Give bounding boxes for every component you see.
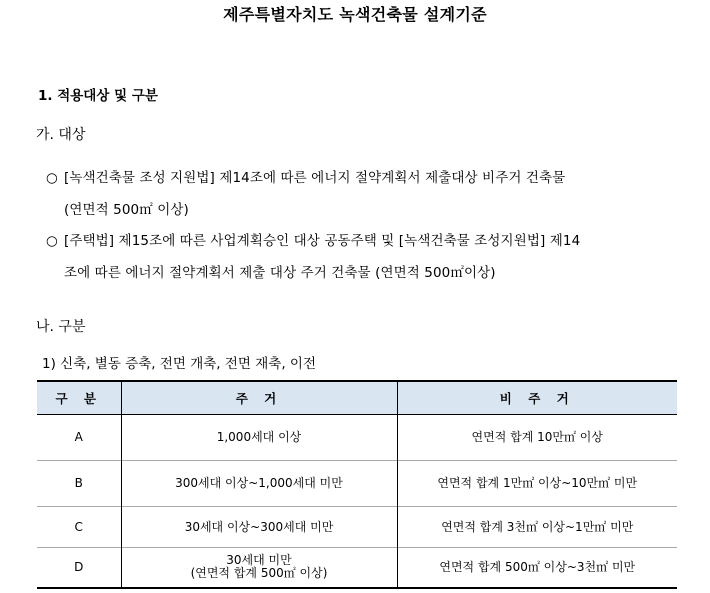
residential-text: 30세대 미만 — [226, 553, 292, 568]
table-row — [37, 507, 677, 548]
residential-cell: 1,000세대 이상 — [121, 415, 397, 461]
grade-cell: B — [37, 461, 121, 507]
bullet-item-2-continued: 조에 따른 에너지 절약계획서 제출 대상 주거 건축물 (연면적 500㎡이상) — [64, 265, 496, 281]
grade-cell: C — [37, 507, 121, 548]
table-row — [37, 461, 677, 507]
subsection-heading-target: 가. 대상 — [36, 127, 86, 143]
bullet-text: [녹색건축물 조성 지원법] 제14조에 따른 에너지 절약계획서 제출대상 비주거 건축물 — [64, 170, 566, 186]
nonresidential-cell: 연면적 합계 10만㎡ 이상 — [397, 415, 677, 461]
header-nonresidential: 비 주 거 — [397, 381, 677, 415]
nonresidential-cell: 연면적 합계 3천㎡ 이상~1만㎡ 미만 — [397, 507, 677, 548]
bullet-item-1-continued: (연면적 500㎡ 이상) — [64, 202, 189, 218]
bullet-item-1 — [46, 166, 565, 186]
subsection-heading-category: 나. 구분 — [36, 319, 86, 335]
circle-bullet-icon: ○ — [46, 170, 58, 186]
residential-note: (연면적 합계 500㎡ 이상) — [190, 566, 328, 581]
bullet-text: [주택법] 제15조에 따른 사업계획승인 대상 공동주택 및 [녹색건축물 조성지원법] 제14 — [64, 233, 581, 249]
header-residential: 주 거 — [121, 381, 397, 415]
table-row — [37, 415, 677, 461]
section-heading: 1. 적용대상 및 구분 — [38, 88, 158, 104]
numbered-subheading: 1) 신축, 별동 증축, 전면 개축, 전면 재축, 이전 — [42, 356, 317, 372]
circle-bullet-icon: ○ — [46, 233, 58, 249]
grade-cell: A — [37, 415, 121, 461]
residential-cell: 300세대 이상~1,000세대 미만 — [121, 461, 397, 507]
grade-cell: D — [37, 548, 121, 588]
table-row — [37, 548, 677, 588]
table-header-row — [37, 381, 677, 415]
page-title: 제주특별자치도 녹색건축물 설계기준 — [223, 5, 487, 24]
nonresidential-cell: 연면적 합계 500㎡ 이상~3천㎡ 미만 — [397, 548, 677, 588]
classification-table — [37, 380, 677, 589]
nonresidential-cell: 연면적 합계 1만㎡ 이상~10만㎡ 미만 — [397, 461, 677, 507]
residential-cell: 30세대 이상~300세대 미만 — [121, 507, 397, 548]
header-category: 구 분 — [37, 381, 121, 415]
bullet-item-2 — [46, 229, 580, 249]
residential-cell — [121, 548, 397, 588]
